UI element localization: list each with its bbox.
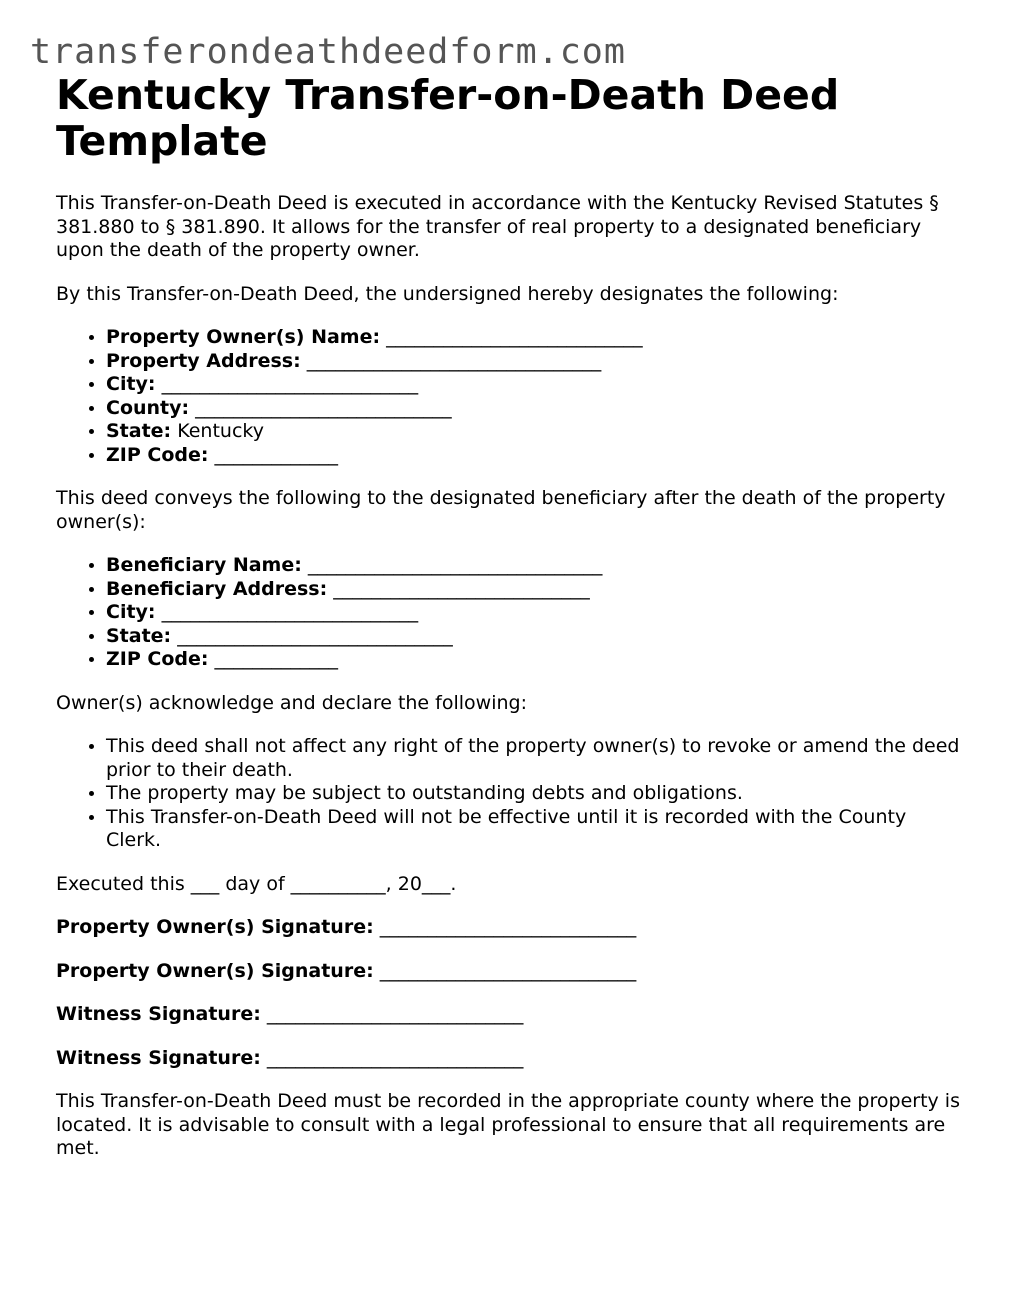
page-title: Kentucky Transfer-on-Death Deed Template [56, 71, 840, 165]
field-label: County: [106, 396, 190, 419]
property-address-field [106, 350, 966, 374]
witness-signature-1 [56, 1003, 966, 1027]
field-label: Property Address: [106, 349, 301, 372]
field-label: Beneficiary Address: [106, 577, 328, 600]
field-label: ZIP Code: [106, 443, 209, 466]
deed-document [56, 72, 966, 1161]
property-zip-field [106, 444, 966, 468]
field-value: _____________ [214, 443, 339, 466]
field-label: State: [106, 624, 172, 647]
beneficiary-name-field [106, 554, 966, 578]
beneficiary-city-field [106, 601, 966, 625]
property-fields-list [56, 326, 966, 467]
field-value: _____________ [214, 648, 339, 670]
signature-line: ___________________________ [379, 916, 637, 938]
field-value: _______________________________ [306, 349, 602, 372]
property-state-field [106, 420, 966, 444]
signature-label: Property Owner(s) Signature: [56, 916, 374, 938]
signature-line: ___________________________ [266, 1046, 524, 1069]
signature-label: Witness Signature: [56, 1003, 261, 1025]
field-label: State: [106, 420, 172, 442]
field-label: City: [106, 373, 156, 395]
signature-line: ___________________________ [379, 959, 637, 982]
acknowledgement-item: • This Transfer-on-Death Deed will not be effective until it is recorded with the County Clerk. [106, 806, 966, 853]
field-value: ___________________________ [386, 326, 643, 348]
field-label: ZIP Code: [106, 648, 209, 670]
intro-paragraph: This Transfer-on-Death Deed is executed in accordance with the Kentucky Revised Statutes § 381.880 to § 381.890. It allows for the transfer of real property to a designated beneficiary upon the death of the property owner. [56, 192, 939, 261]
property-county-field [106, 397, 966, 421]
acknowledgement-item: • This deed shall not affect any right of the property owner(s) to revoke or amend the deed prior to their death. [106, 735, 966, 782]
closing-paragraph: This Transfer-on-Death Deed must be recorded in the appropriate county where the property is located. It is advisable to consult with a legal professional to ensure that all requirements are met. [56, 1090, 960, 1159]
field-value: _______________________________ [307, 554, 603, 576]
field-value: ___________________________ [161, 601, 419, 623]
acknowledge-intro: Owner(s) acknowledge and declare the following: [56, 691, 527, 714]
field-value: _____________________________ [177, 624, 453, 647]
beneficiary-state-field [106, 625, 966, 649]
signature-label: Witness Signature: [56, 1046, 261, 1069]
property-city-field [106, 373, 966, 397]
property-owner-name-field [106, 326, 966, 350]
field-label: Beneficiary Name: [106, 554, 302, 576]
signature-line: ___________________________ [266, 1003, 524, 1025]
beneficiary-fields-list [56, 554, 966, 672]
owner-signature-2 [56, 960, 966, 984]
conveys-intro: This deed conveys the following to the designated beneficiary after the death of the property owner(s): [56, 487, 946, 533]
beneficiary-address-field [106, 578, 966, 602]
site-watermark: transferondeathdeedform.com [30, 32, 626, 72]
owner-signature-1 [56, 916, 966, 940]
executed-line: Executed this ___ day of __________, 20___. [56, 872, 457, 895]
field-label: Property Owner(s) Name: [106, 326, 381, 348]
acknowledgement-item: • The property may be subject to outstanding debts and obligations. [106, 782, 966, 806]
beneficiary-zip-field [106, 648, 966, 672]
witness-signature-2 [56, 1047, 966, 1071]
designation-intro: By this Transfer-on-Death Deed, the undersigned hereby designates the following: [56, 282, 839, 305]
field-label: City: [106, 601, 156, 623]
field-value: ___________________________ [333, 577, 590, 600]
signature-label: Property Owner(s) Signature: [56, 959, 374, 982]
acknowledgements-list [56, 735, 966, 853]
field-value: ___________________________ [161, 373, 419, 395]
field-value: Kentucky [177, 420, 264, 442]
field-value: ___________________________ [195, 396, 452, 419]
